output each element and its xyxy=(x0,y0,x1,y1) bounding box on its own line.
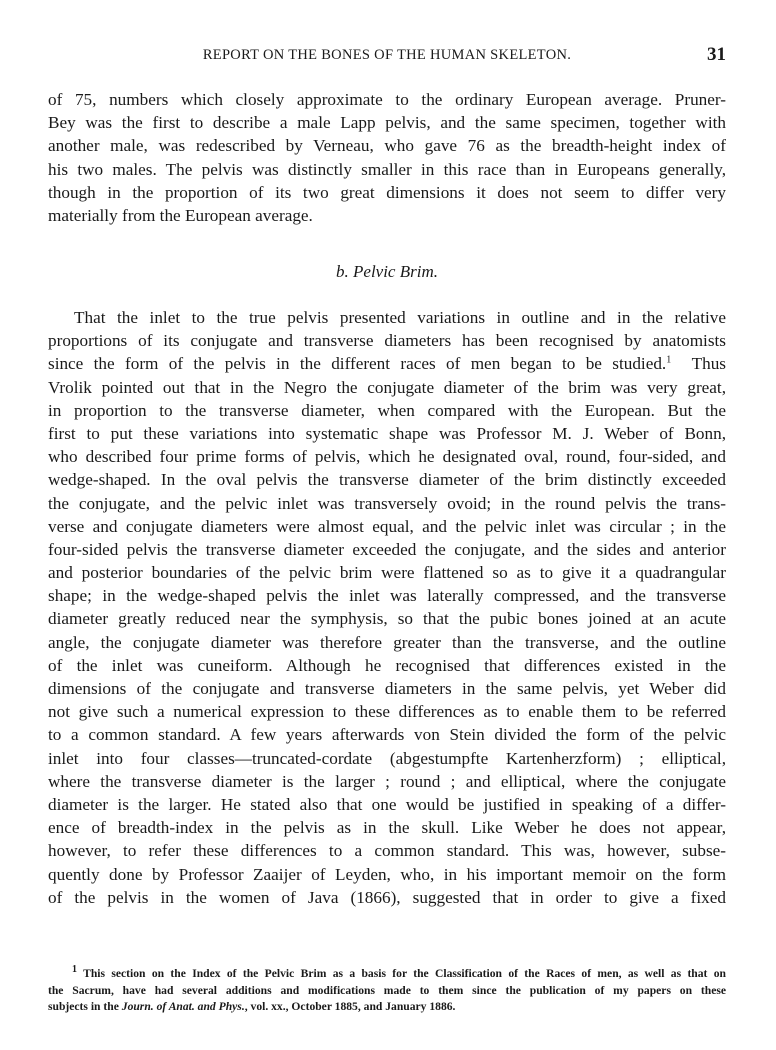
text-segment: subjects in the xyxy=(48,1000,122,1013)
text-line: who described four prime forms of pelvis, which he designated oval, round, four-sided, and xyxy=(48,447,726,467)
text-line: Vrolik pointed out that in the Negro the conjugate diameter of the brim was very great, xyxy=(48,377,726,397)
text-line: though in the proportion of its two great dimensions it does not seem to differ very xyxy=(48,182,726,202)
footnote-mark: 1 xyxy=(72,964,77,976)
text-line: the conjugate, and the pelvic inlet was transversely ovoid; in the round pelvis the trans- xyxy=(48,493,726,513)
text-segment: Thus xyxy=(671,354,726,374)
text-segment: since the form of the pelvis in the different races of men began to be studied. xyxy=(48,354,667,374)
text-line: ence of breadth-index in the pelvis as in the skull. Like Weber he does not appear, xyxy=(48,818,726,838)
text-line: wedge-shaped. In the oval pelvis the transverse diameter of the brim distinctly exceeded xyxy=(48,470,726,490)
text-line: his two males. The pelvis was distinctly smaller in this race than in Europeans generally, xyxy=(48,159,726,179)
text-line: in proportion to the transverse diameter, when compared with the European. But the xyxy=(48,400,726,420)
text-line: That the inlet to the true pelvis presented variations in outline and in the relative xyxy=(74,308,726,327)
page-header xyxy=(48,44,726,68)
text-line: of the inlet was cuneiform. Although he recognised that differences existed in the xyxy=(48,655,726,675)
text-line: four-sided pelvis the transverse diameter exceeded the conjugate, and the sides and anterior xyxy=(48,539,726,559)
footnote-line xyxy=(48,966,726,983)
text-segment: This section on the Index of the Pelvic Brim as a basis for the Classification of the Races of men, as well as that on xyxy=(83,967,726,980)
running-title: REPORT ON THE BONES OF THE HUMAN SKELETON. xyxy=(202,47,572,63)
text-line: another male, was redescribed by Verneau, who gave 76 as the breadth-height index of xyxy=(48,136,726,156)
footnote xyxy=(48,966,726,1016)
footnote-reference: 1 xyxy=(666,354,672,366)
text-line: where the transverse diameter is the larger ; round ; and elliptical, where the conjugate xyxy=(48,771,726,791)
paragraph-1 xyxy=(48,88,726,227)
text-line: verse and conjugate diameters were almost equal, and the pelvic inlet was circular ; in the xyxy=(48,516,726,536)
text-line: dimensions of the conjugate and transverse diameters in the same pelvis, yet Weber did xyxy=(48,679,726,698)
text-line: to a common standard. A few years afterwards von Stein divided the form of the pelvic xyxy=(48,725,726,745)
text-line: shape; in the wedge-shaped pelvis the inlet was laterally compressed, and the transverse xyxy=(48,586,726,606)
text-line: materially from the European average. xyxy=(48,205,313,225)
text-line: Bey was the first to describe a male Lapp pelvis, and the same specimen, together with xyxy=(48,113,726,133)
text-line: proportions of its conjugate and transverse diameters has been recognised by anatomists xyxy=(48,331,726,351)
text-segment: , vol. xx., October 1885, and January 1886. xyxy=(244,1000,456,1013)
text-line: diameter is the larger. He stated also that one would be justified in speaking of a differ- xyxy=(48,794,726,814)
text-line: first to put these variations into systematic shape was Professor M. J. Weber of Bonn, xyxy=(48,423,726,443)
paragraph-2 xyxy=(48,306,726,909)
text-line: inlet into four classes—truncated-cordate (abgestumpfte Kartenherzform) ; elliptical, xyxy=(48,748,726,768)
text-line: of 75, numbers which closely approximate to the ordinary European average. Pruner- xyxy=(48,90,726,109)
text-line: quently done by Professor Zaaijer of Leyden, who, in his important memoir on the form xyxy=(48,864,726,884)
page-number: 31 xyxy=(707,44,726,65)
text-line xyxy=(48,352,726,375)
journal-title: Journ. of Anat. and Phys. xyxy=(121,1000,245,1013)
footnote-line: the Sacrum, have had several additions and modifications made to them since the publication of my papers on these xyxy=(48,983,726,997)
section-heading: b. Pelvic Brim. xyxy=(336,262,438,281)
text-line: and posterior boundaries of the pelvic brim were flattened so as to give it a quadrangular xyxy=(48,563,726,583)
text-line: however, to refer these differences to a common standard. This was, however, subse- xyxy=(48,841,726,861)
text-line: diameter greatly reduced near the symphysis, so that the pubic bones joined at an acute xyxy=(48,609,726,629)
footnote-line xyxy=(48,999,726,1016)
text-line: not give such a numerical expression to these differences as to enable them to be referred xyxy=(48,702,726,722)
text-line: of the pelvis in the women of Java (1866), suggested that in order to give a fixed xyxy=(48,887,726,907)
text-line: angle, the conjugate diameter was therefore greater than the transverse, and the outline xyxy=(48,632,726,652)
